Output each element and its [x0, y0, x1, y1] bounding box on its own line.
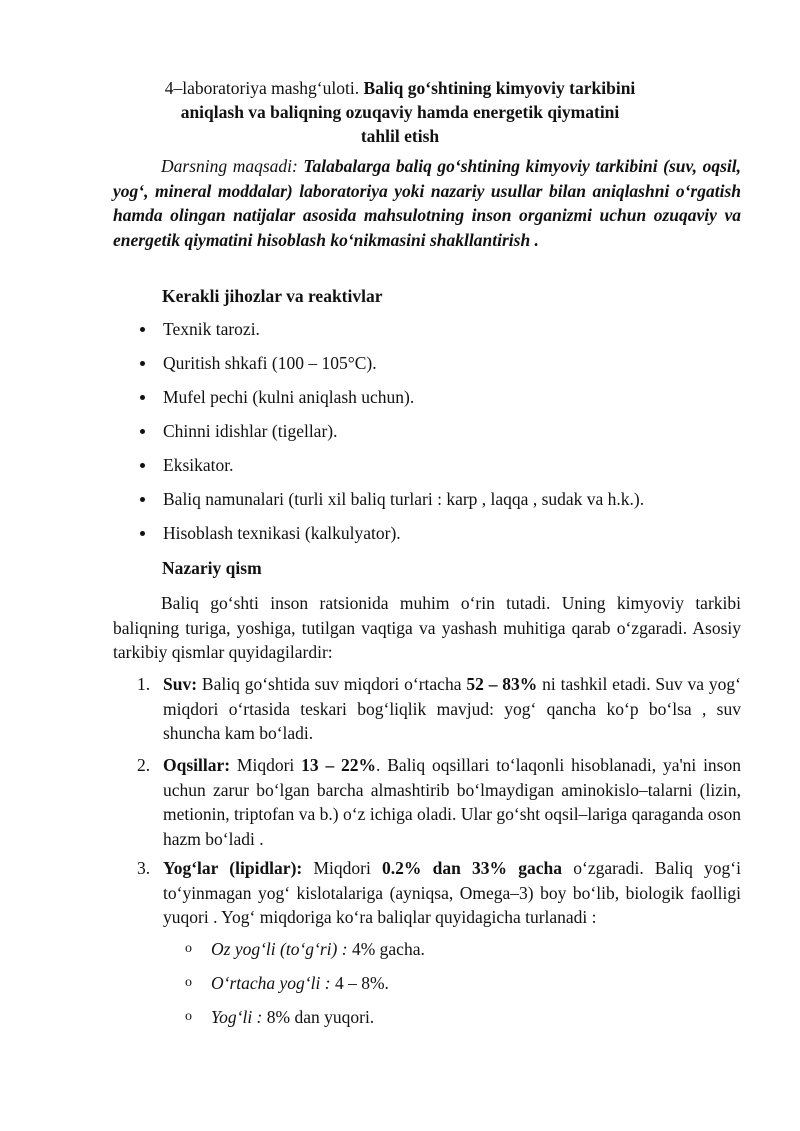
circle-bullet-icon: o — [185, 975, 192, 990]
item-number: 3. — [137, 858, 151, 878]
bullet-icon — [140, 361, 145, 366]
bullet-icon — [140, 463, 145, 468]
page-title — [120, 76, 680, 148]
equipment-list — [140, 318, 740, 556]
bullet-icon — [140, 327, 145, 332]
list-item: Chinni idishlar (tigellar). — [140, 420, 740, 454]
bullet-icon — [140, 429, 145, 434]
bullet-icon — [140, 531, 145, 536]
title-bold-line2: aniqlash va baliqning ozuqaviy hamda energetik qiymatini — [180, 102, 620, 122]
goal-label: Darsning maqsadi: — [161, 156, 304, 176]
bullet-icon — [140, 497, 145, 502]
bullet-icon — [140, 395, 145, 400]
theory-heading: Nazariy qism — [162, 558, 262, 578]
equipment-heading: Kerakli jihozlar va reaktivlar — [162, 286, 383, 306]
list-item: Hisoblash texnikasi (kalkulyator). — [140, 522, 740, 556]
list-item: o Oz yog‘li (to‘g‘ri) : 4% gacha. — [185, 939, 425, 959]
numbered-item-water: 1. Suv: Baliq go‘shtida suv miqdori o‘rtacha 52 – 83% ni tashkil etadi. Suv va yog‘ miqdori o‘rtasida teskari bog‘liqlik mavjud: yog‘ qancha ko‘p bo‘lsa , suv shuncha kam bo‘ladi. — [137, 674, 741, 743]
title-bold-line3: tahlil etish — [360, 126, 440, 146]
fat-type-list — [185, 938, 685, 1040]
list-item: Mufel pechi (kulni aniqlash uchun). — [140, 386, 740, 420]
list-item: Baliq namunalari (turli xil baliq turlari : karp , laqqa , sudak va h.k.). — [140, 488, 740, 522]
title-prefix: 4–laboratoriya mashg‘uloti. — [164, 78, 364, 98]
item-number: 1. — [137, 674, 151, 694]
title-bold-line1: Baliq go‘shtining kimyoviy tarkibini — [363, 78, 636, 98]
list-item: Eksikator. — [140, 454, 740, 488]
goal-text: Talabalarga baliq go‘shtining kimyoviy tarkibini (suv, oqsil, yog‘, mineral moddalar) laboratoriya yoki nazariy usullar bilan aniqlashni o‘rgatish hamda olingan natijalar asosida mahsulotning inson organizmi uchun ozuqaviy va energetik qiymatini hisoblash ko‘nikmasini shakllantirish . — [113, 156, 741, 250]
circle-bullet-icon: o — [185, 941, 192, 956]
list-item: o Yog‘li : 8% dan yuqori. — [185, 1007, 375, 1027]
goal-paragraph — [113, 154, 741, 252]
numbered-item-proteins: 2. Oqsillar: Miqdori 13 – 22%. Baliq oqsillari to‘laqonli hisoblanadi, ya'ni inson uchun zarur bo‘lgan barcha almashtirib bo‘lmaydigan aminokislo–talarni (lizin, metionin, triptofan va b.) o‘z ichiga oladi. Ular go‘sht oqsil–lariga qaraganda oson hazm bo‘ladi . — [137, 755, 741, 849]
numbered-item-lipids: 3. Yog‘lar (lipidlar): Miqdori 0.2% dan 33% gacha o‘zgaradi. Baliq yog‘i to‘yinmagan yog‘ kislotalariga (ayniqsa, Omega–3) boy bo‘lib, biologik faolligi yuqori . Yog‘ miqdoriga ko‘ra baliqlar quyidagicha turlanadi : — [137, 858, 741, 927]
list-item: o O‘rtacha yog‘li : 4 – 8%. — [185, 973, 389, 993]
circle-bullet-icon: o — [185, 1009, 192, 1024]
theory-intro: Baliq go‘shti inson ratsionida muhim o‘rin tutadi. Uning kimyoviy tarkibi baliqning turiga, yoshiga, tutilgan vaqtiga va yashash muhitiga qarab o‘zgaradi. Asosiy tarkibiy qismlar quyidagilardir: — [113, 593, 741, 662]
item-number: 2. — [137, 755, 151, 775]
list-item: Quritish shkafi (100 – 105°C). — [140, 352, 740, 386]
list-item: Texnik tarozi. — [140, 318, 740, 352]
item-label: Yog‘lar (lipidlar): — [163, 858, 303, 878]
item-label: Suv: — [163, 674, 198, 694]
item-label: Oqsillar: — [163, 755, 231, 775]
